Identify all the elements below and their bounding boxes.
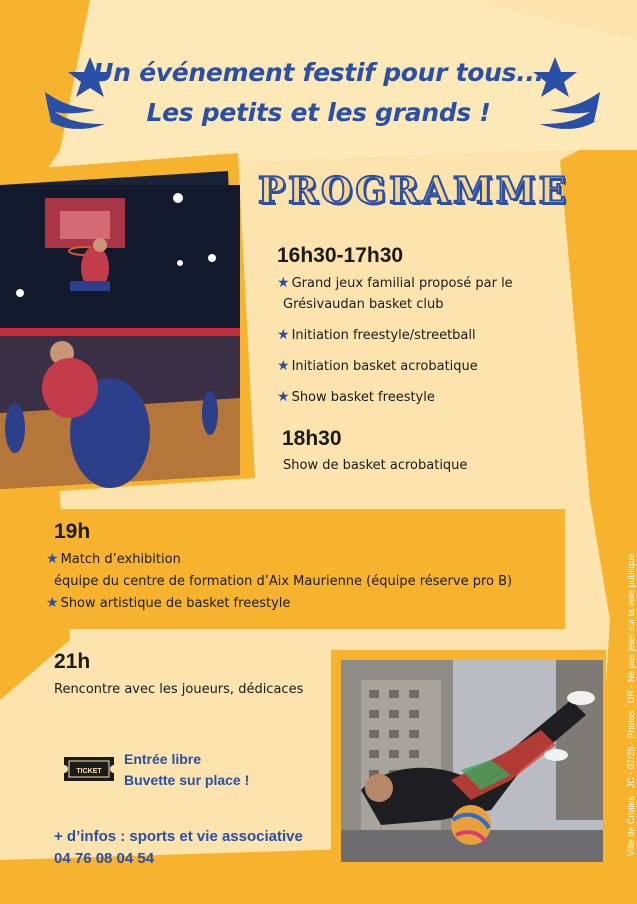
slot-16h30-item-4: ★ Show basket freestyle xyxy=(277,389,435,405)
ticket-label: TICKET xyxy=(76,768,102,775)
basketball-photo-frame xyxy=(0,153,255,495)
infos-line: + d’infos : sports et vie associative xyxy=(54,828,303,845)
slot-21h-time: 21h xyxy=(54,650,91,673)
star-icon: ★ xyxy=(46,595,59,611)
star-icon: ★ xyxy=(277,275,290,291)
basketball-dunk-photo xyxy=(0,153,255,495)
slot-16h30-item-1-cont: Grésivaudan basket club xyxy=(283,297,444,312)
star-icon: ★ xyxy=(277,327,290,343)
star-icon: ★ xyxy=(277,389,290,405)
freestyle-player-photo xyxy=(341,660,603,862)
ticket-line-1: Entrée libre xyxy=(124,751,202,767)
slot-16h30-item-3: ★ Initiation basket acrobatique xyxy=(277,358,478,374)
star-icon: ★ xyxy=(277,358,290,374)
infos-phone: 04 76 08 04 54 xyxy=(54,850,155,867)
ticket-icon xyxy=(61,754,117,784)
freestyle-photo-frame xyxy=(331,650,606,872)
star-icon: ★ xyxy=(46,551,59,567)
slot-21h-item: Rencontre avec les joueurs, dédicaces xyxy=(54,682,304,697)
slot-19h-item-1: ★ Match d’exhibition xyxy=(46,551,181,567)
slot-19h-item-1-cont: équipe du centre de formation d’Aix Maurienne (équipe réserve pro B) xyxy=(54,574,513,589)
headline-line-2: Les petits et les grands ! xyxy=(146,98,491,127)
slot-18h30-item: Show de basket acrobatique xyxy=(283,458,468,473)
credit-text: Ville de Crolles - JC - 07/25 - Photos : DR - Ne pas jeter sur la voie publique xyxy=(626,553,636,856)
headline-line-1: Un événement festif pour tous... xyxy=(93,58,544,87)
slot-19h-time: 19h xyxy=(54,520,91,543)
slot-16h30-time: 16h30-17h30 xyxy=(277,244,404,267)
slot-16h30-item-2: ★ Initiation freestyle/streetball xyxy=(277,327,476,343)
ticket-line-2: Buvette sur place ! xyxy=(124,772,250,788)
slot-18h30-time: 18h30 xyxy=(282,427,342,450)
slot-19h-item-2: ★ Show artistique de basket freestyle xyxy=(46,595,291,611)
programme-title: PROGRAMME xyxy=(258,170,570,212)
slot-16h30-item-1: ★ Grand jeux familial proposé par le xyxy=(277,275,513,291)
